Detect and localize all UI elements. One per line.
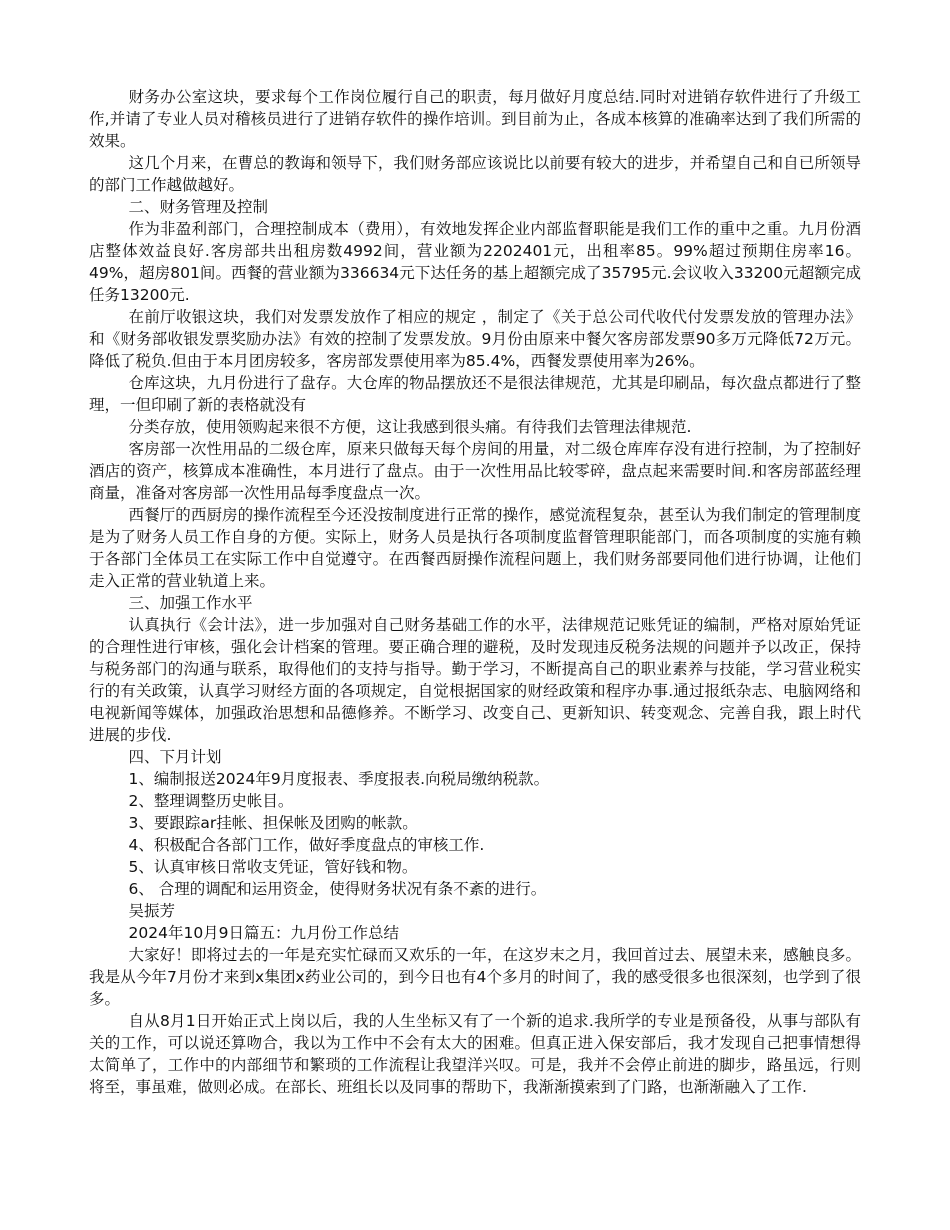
section-heading-next-month-plan: 四、下月计划	[128, 748, 222, 766]
paragraph-greeting: 大家好！即将过去的一年是充实忙碌而又欢乐的一年，在这岁末之月，我回首过去、展望未来，感触良多。我是从今年7月份才来到x集团x药业公司的，到今日也有4个多月的时间了，我的感受很多也很深刻，也学到了很多。	[89, 946, 861, 1008]
paragraph-housekeeping-supplies: 客房部一次性用品的二级仓库，原来只做每天每个房间的用量，对二级仓库库存没有进行控制，为了控制好酒店的资产，核算成本准确性，本月进行了盘点。由于一次性用品比较零碎，盘点起来需要时间.和客房部蓝经理商量，准备对客房部一次性用品每季度盘点一次。	[89, 440, 861, 502]
date-and-title: 2024年10月9日篇五：九月份工作总结	[128, 924, 400, 942]
document-body	[89, 86, 861, 1098]
paragraph-progress: 这几个月来，在曹总的教诲和领导下，我们财务部应该说比以前要有较大的进步，并希望自己和自已所领导的部门工作越做越好。	[89, 154, 861, 194]
plan-item-6: 6、 合理的调配和运用资金，使得财务状况有条不紊的进行。	[128, 880, 547, 898]
plan-item-3: 3、要跟踪ar挂帐、担保帐及团购的帐款。	[128, 814, 418, 832]
section-heading-finance-control: 二、财务管理及控制	[128, 198, 269, 216]
paragraph-since-august: 自从8月1日开始正式上岗以后，我的人生坐标又有了一个新的追求.我所学的专业是预备役，从事与部队有关的工作，可以说还算吻合，我以为工作中不会有太大的困难。但真正进入保安部后，我才发现自己把事情想得太简单了，工作中的内部细节和繁琐的工作流程让我望洋兴叹。可是，我并不会停止前进的脚步，路虽远，行则将至，事虽难，做则必成。在部长、班组长以及同事的帮助下，我渐渐摸索到了门路，也渐渐融入了工作.	[89, 1012, 861, 1096]
paragraph-western-kitchen: 西餐厅的西厨房的操作流程至今还没按制度进行正常的操作，感觉流程复杂，甚至认为我们制定的管理制度是为了财务人员工作自身的方便。实际上，财务人员是执行各项制度监督管理职能部门，而各项制度的实施有赖于各部门全体员工在实际工作中自觉遵守。在西餐西厨操作流程问题上，我们财务部要同他们进行协调，让他们走入正常的营业轨道上来。	[89, 506, 861, 590]
plan-item-5: 5、认真审核日常收支凭证，管好钱和物。	[128, 858, 418, 876]
paragraph-warehouse: 仓库这块，九月份进行了盘存。大仓库的物品摆放还不是很法律规范，尤其是印刷品，每次盘点都进行了整理，一但印刷了新的表格就没有	[89, 374, 861, 414]
author-name: 吴振芳	[128, 902, 176, 920]
plan-item-2: 2、整理调整历史帐目。	[128, 792, 294, 810]
plan-item-1: 1、编制报送2024年9月度报表、季度报表.向税局缴纳税款。	[128, 770, 550, 788]
paragraph-cost-control: 作为非盈利部门，合理控制成本（费用），有效地发挥企业内部监督职能是我们工作的重中之重。九月份酒店整体效益良好.客房部共出租房数4992间，营业额为2202401元，出租率85。99%超过预期住房率16。49%，超房801间。西餐的营业额为336634元下达任务的基上超额完成了35795元.会议收入33200元超额完成任务13200元.	[89, 220, 861, 304]
paragraph-front-desk-invoices: 在前厅收银这块，我们对发票发放作了相应的规定 ，制定了《关于总公司代收代付发票发放的管理办法》和《财务部收银发票奖励办法》有效的控制了发票发放。9月份由原来中餐欠客房部发票90多万元降低72万元。降低了税负.但由于本月团房较多，客房部发票使用率为85.4%，西餐发票使用率为26%。	[89, 308, 861, 370]
paragraph-finance-office: 财务办公室这块，要求每个工作岗位履行自己的职责，每月做好月度总结.同时对进销存软件进行了升级工作,并请了专业人员对稽核员进行了进销存软件的操作培训。到目前为止，各成本核算的准确率达到了我们所需的效果。	[89, 88, 861, 150]
section-heading-strengthen-work: 三、加强工作水平	[128, 594, 253, 612]
paragraph-accounting-law: 认真执行《会计法》，进一步加强对自己财务基础工作的水平，法律规范记账凭证的编制，严格对原始凭证的合理性进行审核，强化会计档案的管理。要正确合理的避税，及时发现违反税务法规的问题并予以改正，保持与税务部门的沟通与联系，取得他们的支持与指导。勤于学习，不断提高自己的职业素养与技能，学习营业税实行的有关政策，认真学习财经方面的各项规定，自觉根据国家的财经政策和程序办事.通过报纸杂志、电脑网络和电视新闻等媒体，加强政治思想和品德修养。不断学习、改变自己、更新知识、转变观念、完善自我，跟上时代进展的步伐.	[89, 616, 861, 744]
plan-item-4: 4、积极配合各部门工作，做好季度盘点的审核工作.	[128, 836, 485, 854]
paragraph-storage: 分类存放，使用领购起来很不方便，这让我感到很头痛。有待我们去管理法律规范.	[128, 418, 692, 436]
